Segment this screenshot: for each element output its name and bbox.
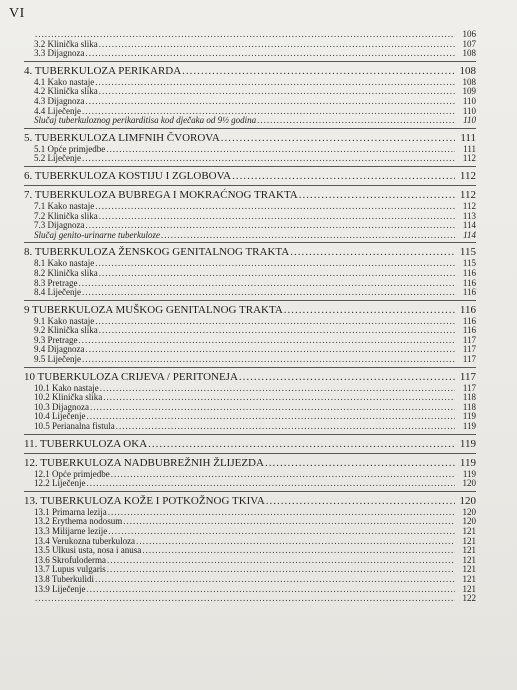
toc-entry-title: 13.4 Verukozna tuberkuloza xyxy=(34,535,136,546)
toc-page-number: 116 xyxy=(462,287,476,298)
dot-leader xyxy=(85,97,455,107)
toc-entry-title: 10 TUBERKULOZA CRIJEVA / PERITONEJA xyxy=(24,370,238,383)
toc-subsection-row xyxy=(24,326,476,336)
dot-leader xyxy=(266,495,455,508)
toc-entry-title: 8. TUBERKULOZA ŽENSKOG GENITALNOG TRAKTA xyxy=(24,246,290,259)
section-divider xyxy=(24,491,476,492)
toc-entry-title: 13.6 Skrofuloderma xyxy=(34,554,106,565)
dot-leader xyxy=(108,527,455,537)
toc-chapter-row xyxy=(24,170,476,183)
toc-entry-title: 12. TUBERKULOZA NADBUBREŽNIH ŽLIJEZDA xyxy=(24,456,264,469)
dot-leader xyxy=(103,393,455,403)
dot-leader xyxy=(265,457,455,470)
dot-leader xyxy=(107,565,455,575)
dot-leader xyxy=(290,246,455,259)
dot-leader xyxy=(85,345,455,355)
toc-page-number: 114 xyxy=(462,220,476,231)
toc-entry-title: Slučaj genito-urinarne tuberkuloze xyxy=(34,229,160,240)
toc-entry-title: 7.2 Klinička slika xyxy=(34,210,98,221)
dot-leader xyxy=(111,470,455,480)
dot-leader xyxy=(99,326,455,336)
dot-leader xyxy=(85,49,455,59)
toc-entry-title: 5.2 Liječenje xyxy=(34,153,81,164)
dot-leader xyxy=(284,304,455,317)
toc-chapter-row xyxy=(24,438,476,451)
toc-subsection-row xyxy=(24,145,476,155)
toc-entry-title: 10.2 Klinička slika xyxy=(34,392,103,403)
section-divider xyxy=(24,300,476,301)
dot-leader xyxy=(86,412,455,422)
dot-leader xyxy=(136,537,455,547)
toc-page-number: 107 xyxy=(462,38,476,49)
toc-page-number: 109 xyxy=(462,86,476,97)
toc-subsection-row xyxy=(24,154,476,164)
toc-entry-title: 10.5 Perianalna fistula xyxy=(34,421,115,432)
toc-page-number: 108 xyxy=(462,76,476,87)
toc-entry-title: 9.2 Klinička slika xyxy=(34,325,98,336)
toc-page-number: 121 xyxy=(462,564,476,575)
dot-leader xyxy=(95,575,455,585)
toc-page-number: 114 xyxy=(463,229,476,240)
toc-entry-title: 7.3 Dijagnoza xyxy=(34,220,85,231)
toc-entry-title: 8.1 Kako nastaje xyxy=(34,258,95,269)
toc-subsection-row xyxy=(24,269,476,279)
toc-entry-title: 4.4 Liječenje xyxy=(34,105,81,116)
toc-page-number: 115 xyxy=(462,258,476,269)
toc-subsection-row xyxy=(24,336,476,346)
toc-subsection-row xyxy=(24,97,476,107)
dot-leader xyxy=(35,30,455,40)
toc-page-number: 121 xyxy=(462,526,476,536)
toc-page-number: 117 xyxy=(462,334,476,345)
toc-page-number: 110 xyxy=(462,105,476,116)
toc-page-number: 116 xyxy=(459,303,476,316)
dot-leader xyxy=(82,355,455,365)
toc-entry-title: 4. TUBERKULOZA PERIKARDA xyxy=(24,64,182,77)
section-divider xyxy=(24,453,476,454)
toc-entry-title: 3.2 Klinička slika xyxy=(34,38,98,49)
dot-leader xyxy=(148,438,455,451)
page-number: VI xyxy=(9,6,25,21)
dot-leader xyxy=(299,189,455,202)
toc-entry-title: 9.4 Dijagnoza xyxy=(34,344,85,355)
toc-entry-title: 10.1 Kako nastaje xyxy=(34,382,99,393)
toc-entry-title: 6. TUBERKULOZA KOSTIJU I ZGLOBOVA xyxy=(24,169,232,182)
toc-entry-title: 13.2 Erythema nodosum xyxy=(34,516,123,527)
toc-page-number: 119 xyxy=(462,421,476,432)
toc-page-number: 112 xyxy=(459,169,476,182)
toc-entry-title: 12.1 Opće primjedbe xyxy=(34,468,110,479)
toc-entry-title: 8.2 Klinička slika xyxy=(34,267,98,278)
toc-entry-title: 13.1 Primarna lezija xyxy=(34,506,107,517)
toc-subsection-row xyxy=(24,279,476,289)
dot-leader xyxy=(99,40,455,50)
dot-leader xyxy=(182,65,455,78)
dot-leader xyxy=(78,279,455,289)
toc-entry-title: 4.1 Kako nastaje xyxy=(34,76,95,87)
dot-leader xyxy=(221,132,455,145)
toc-page-number: 106 xyxy=(462,29,476,39)
dot-leader xyxy=(99,87,455,97)
toc-page-number: 120 xyxy=(459,494,476,507)
dot-leader xyxy=(99,212,455,222)
dot-leader xyxy=(232,170,455,183)
toc-chapter-row xyxy=(24,304,476,317)
toc-page-number: 117 xyxy=(459,370,476,383)
toc-case-row xyxy=(24,231,476,241)
dot-leader xyxy=(239,371,455,384)
toc-page-number: 112 xyxy=(459,188,476,201)
toc-page-number: 113 xyxy=(462,210,476,221)
toc-page-number: 120 xyxy=(462,506,476,517)
toc-subsection-row xyxy=(24,594,476,604)
dot-leader xyxy=(100,384,455,394)
toc-chapter-row xyxy=(24,189,476,202)
toc-entry-title: 8.3 Pretrage xyxy=(34,277,78,288)
toc-entry-title: 13.9 Liječenje xyxy=(34,583,86,594)
toc-entry-title: 12.2 Liječenje xyxy=(34,478,86,489)
toc-page-number: 108 xyxy=(462,48,476,59)
toc-entry-title: 9.5 Liječenje xyxy=(34,354,81,365)
section-divider xyxy=(24,166,476,167)
section-divider xyxy=(24,185,476,186)
toc-entry-title: 10.3 Dijagnoza xyxy=(34,401,89,412)
toc-subsection-row xyxy=(24,355,476,365)
toc-entry-title: Slučaj tuberkuloznog perikarditisa kod dječaka od 9½ godina xyxy=(34,115,257,126)
dot-leader xyxy=(86,479,455,489)
toc-chapter-row xyxy=(24,495,476,508)
toc-entry-title: 13.3 Milijarne lezije xyxy=(34,526,108,536)
toc-subsection-row xyxy=(24,575,476,585)
toc-page-number: 121 xyxy=(462,573,476,584)
toc-subsection-row xyxy=(24,470,476,480)
dot-leader xyxy=(108,508,455,518)
toc-subsection-row xyxy=(24,212,476,222)
dot-leader xyxy=(90,403,455,413)
toc-page-number: 116 xyxy=(462,267,476,278)
dot-leader xyxy=(161,231,455,241)
dot-leader xyxy=(123,517,455,527)
toc-entry-title: 13.7 Lupus vulgaris xyxy=(34,564,106,575)
toc-page-number: 121 xyxy=(462,554,476,565)
toc-subsection-row xyxy=(24,40,476,50)
toc-page-number: 116 xyxy=(462,325,476,336)
toc-page-number: 119 xyxy=(462,468,476,479)
toc-chapter-row xyxy=(24,132,476,145)
section-divider xyxy=(24,434,476,435)
toc-entry-title: 4.2 Klinička slika xyxy=(34,86,98,97)
toc-page-number: 121 xyxy=(462,583,476,594)
toc-entry-title: 9 TUBERKULOZA MUŠKOG GENITALNOG TRAKTA xyxy=(24,303,283,316)
toc-subsection-row xyxy=(24,585,476,595)
dot-leader xyxy=(257,116,455,126)
toc-entry-title: 13. TUBERKULOZA KOŽE I POTKOŽNOG TKIVA xyxy=(24,494,265,507)
dot-leader xyxy=(82,288,455,298)
toc-chapter-row xyxy=(24,371,476,384)
dot-leader xyxy=(142,546,455,556)
dot-leader xyxy=(78,336,455,346)
toc-page-number: 119 xyxy=(459,437,476,450)
toc-page-number: 118 xyxy=(462,392,476,403)
toc-page-number: 121 xyxy=(462,545,476,556)
toc-page-number: 115 xyxy=(459,246,476,259)
toc-entry-title: 10.4 Liječenje xyxy=(34,411,86,422)
dot-leader xyxy=(86,585,455,595)
toc-chapter-row xyxy=(24,457,476,470)
toc-subsection-row xyxy=(24,87,476,97)
toc-entry-title: 7. TUBERKULOZA BUBREGA I MOKRAĆNOG TRAKTA xyxy=(24,188,298,201)
dot-leader xyxy=(106,145,455,155)
toc-entry-title: 13.5 Ulkusi usta, nosa i anusa xyxy=(34,545,142,556)
toc-entry-title: 5.1 Opće primjedbe xyxy=(34,143,106,154)
section-divider xyxy=(24,367,476,368)
toc-page-number: 112 xyxy=(462,200,476,211)
toc-subsection-row xyxy=(24,288,476,298)
section-divider xyxy=(24,61,476,62)
section-divider xyxy=(24,242,476,243)
toc-page-number: 111 xyxy=(463,143,476,154)
toc-page-number: 117 xyxy=(462,354,476,365)
dot-leader xyxy=(35,594,455,604)
dot-leader xyxy=(116,422,455,432)
dot-leader xyxy=(82,154,455,164)
toc-entry-title: 8.4 Liječenje xyxy=(34,287,81,298)
dot-leader xyxy=(99,269,455,279)
toc-subsection-row xyxy=(24,345,476,355)
toc-page-number: 112 xyxy=(462,153,476,164)
toc-page-number: 119 xyxy=(459,456,476,469)
toc-entry-title: 9.1 Kako nastaje xyxy=(34,315,95,326)
toc-page-number: 120 xyxy=(462,478,476,489)
toc-subsection-row xyxy=(24,479,476,489)
toc-entry-title: 3.3 Dijagnoza xyxy=(34,48,85,59)
toc-page-number: 119 xyxy=(462,411,476,422)
toc-subsection-row xyxy=(24,422,476,432)
toc-case-row xyxy=(24,116,476,126)
toc-page-number: 117 xyxy=(462,344,476,355)
toc-page-number: 121 xyxy=(462,535,476,546)
toc-entry-title: 13.8 Tuberkulidi xyxy=(34,573,95,584)
table-of-contents xyxy=(24,30,476,604)
toc-entry-title: 9.3 Pretrage xyxy=(34,334,78,345)
toc-entry-title: 7.1 Kako nastaje xyxy=(34,200,95,211)
toc-subsection-row xyxy=(24,393,476,403)
dot-leader xyxy=(95,202,455,212)
toc-chapter-row xyxy=(24,65,476,78)
toc-page-number: 110 xyxy=(463,115,476,126)
toc-page-number: 108 xyxy=(459,64,476,77)
dot-leader xyxy=(107,556,455,566)
toc-entry-title: 11. TUBERKULOZA OKA xyxy=(24,437,148,450)
toc-page-number: 118 xyxy=(462,401,476,412)
toc-page-number: 117 xyxy=(462,382,476,393)
toc-page-number: 110 xyxy=(462,95,476,106)
toc-page-number: 116 xyxy=(462,277,476,288)
dot-leader xyxy=(95,78,455,88)
toc-entry-title: 5. TUBERKULOZA LIMFNIH ČVOROVA xyxy=(24,131,220,144)
toc-page-number: 122 xyxy=(462,593,476,604)
dot-leader xyxy=(95,317,455,327)
dot-leader xyxy=(95,259,455,269)
toc-subsection-row xyxy=(24,403,476,413)
toc-entry-title: 4.3 Dijagnoza xyxy=(34,95,85,106)
toc-page-number: 120 xyxy=(462,516,476,527)
toc-page-number: 111 xyxy=(460,131,476,144)
section-divider xyxy=(24,128,476,129)
toc-subsection-row xyxy=(24,49,476,59)
toc-page-number: 116 xyxy=(462,315,476,326)
